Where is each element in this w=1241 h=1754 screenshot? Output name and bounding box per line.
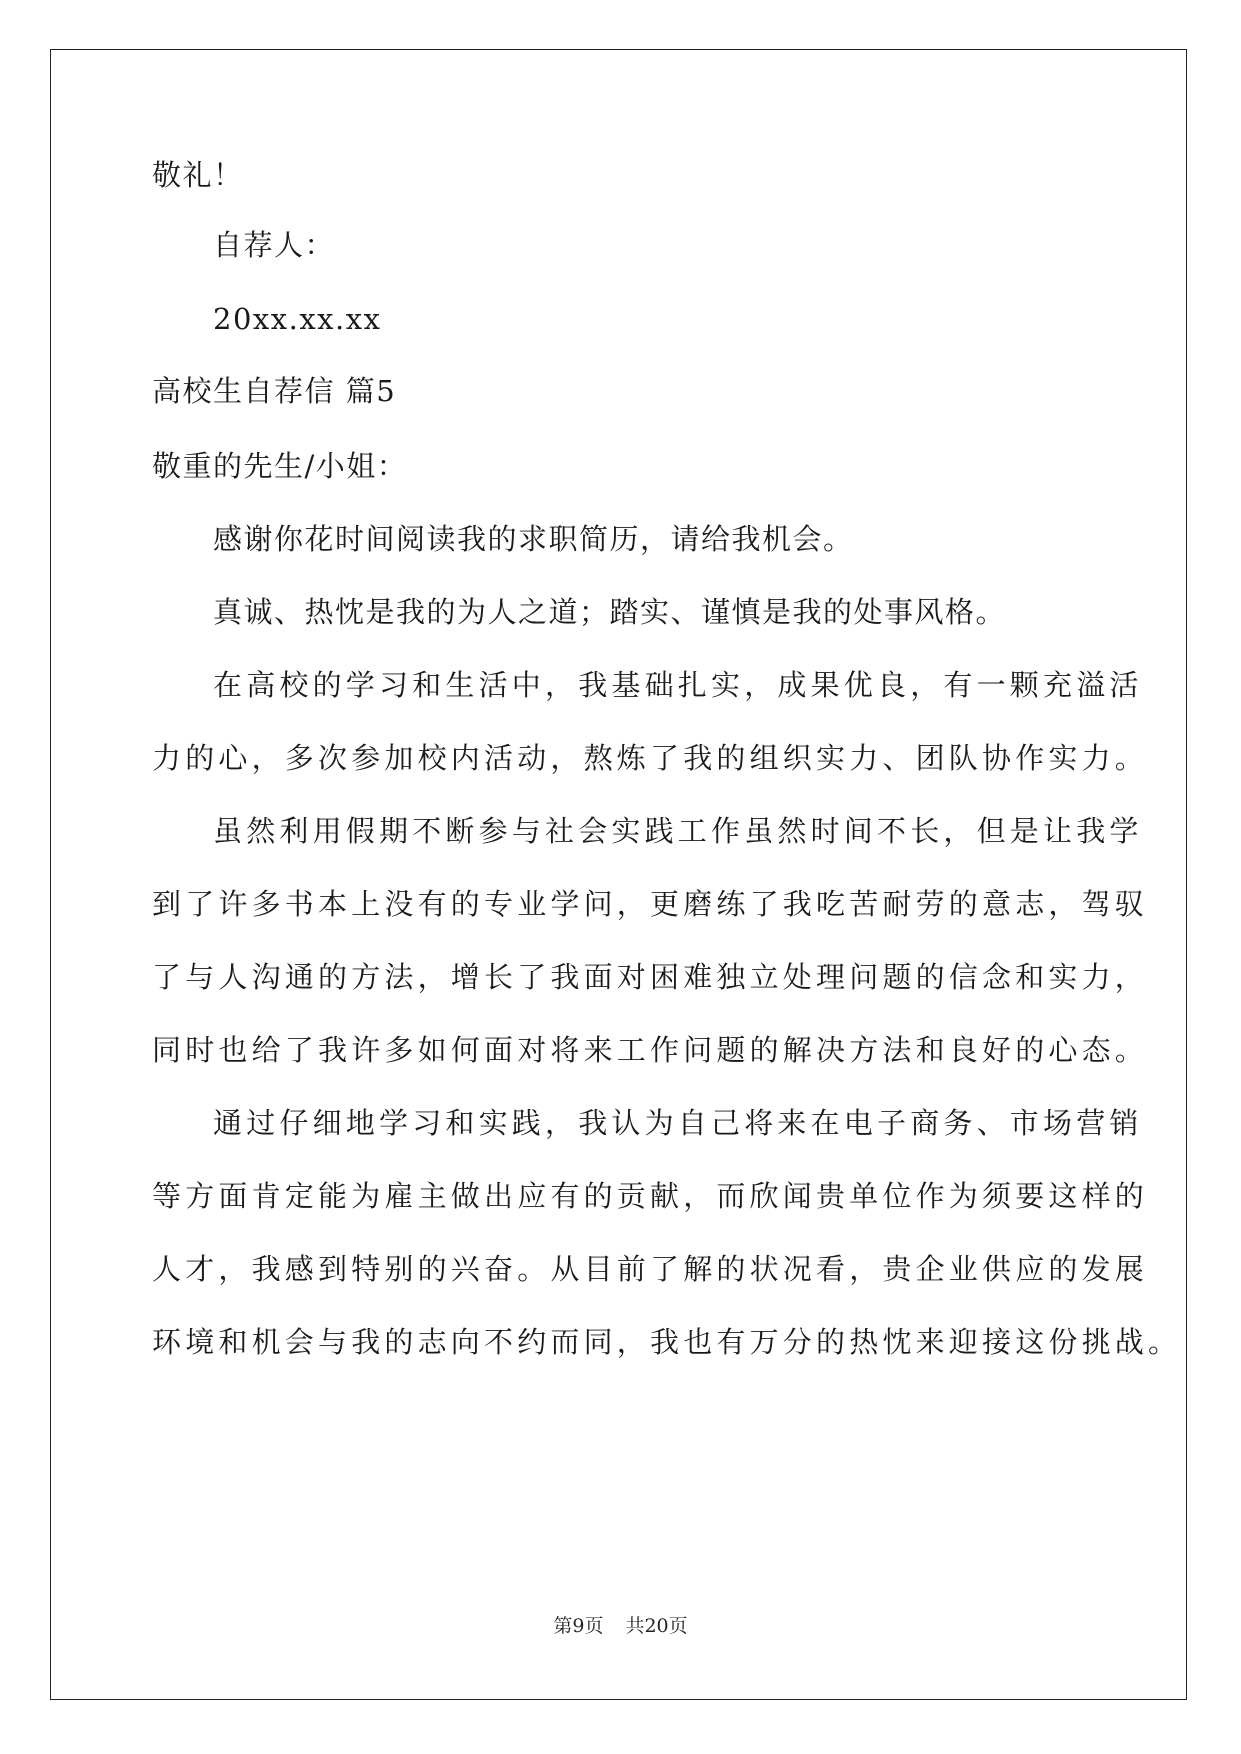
salutation: 敬重的先生/小姐： [152,449,408,483]
page-number: 第9页 [553,1615,604,1637]
page-border [50,49,1187,1700]
paragraph-line: 力的心，多次参加校内活动，熬炼了我的组织实力、团队协作实力。 [152,741,1149,775]
date-text: 20xx.xx.xx [213,302,382,336]
paragraph-line: 真诚、热忱是我的为人之道；踏实、谨慎是我的处事风格。 [213,595,1007,629]
paragraph-line: 人才，我感到特别的兴奋。从目前了解的状况看，贵企业供应的发展 [152,1252,1149,1286]
paragraph-line: 等方面肯定能为雇主做出应有的贡献，而欣闻贵单位作为须要这样的 [152,1179,1149,1213]
paragraph-line: 到了许多书本上没有的专业学问，更磨练了我吃苦耐劳的意志，驾驭 [152,887,1149,921]
paragraph-line: 感谢你花时间阅读我的求职简历，请给我机会。 [213,522,854,556]
paragraph-line: 同时也给了我许多如何面对将来工作问题的解决方法和良好的心态。 [152,1033,1149,1067]
paragraph-line: 在高校的学习和生活中，我基础扎实，成果优良，有一颗充溢活 [213,668,1143,702]
closing-text: 敬礼！ [152,158,244,192]
section-title: 高校生自荐信 篇5 [152,374,397,408]
signature-label: 自荐人： [213,228,336,262]
paragraph-line: 虽然利用假期不断参与社会实践工作虽然时间不长，但是让我学 [213,814,1143,848]
paragraph-line: 通过仔细地学习和实践，我认为自己将来在电子商务、市场营销 [213,1106,1143,1140]
paragraph-line: 环境和机会与我的志向不约而同，我也有万分的热忱来迎接这份挑战。 [152,1325,1182,1359]
page-footer [0,1614,1241,1638]
paragraph-line: 了与人沟通的方法，增长了我面对困难独立处理问题的信念和实力， [152,960,1149,994]
page-total: 共20页 [625,1615,688,1637]
